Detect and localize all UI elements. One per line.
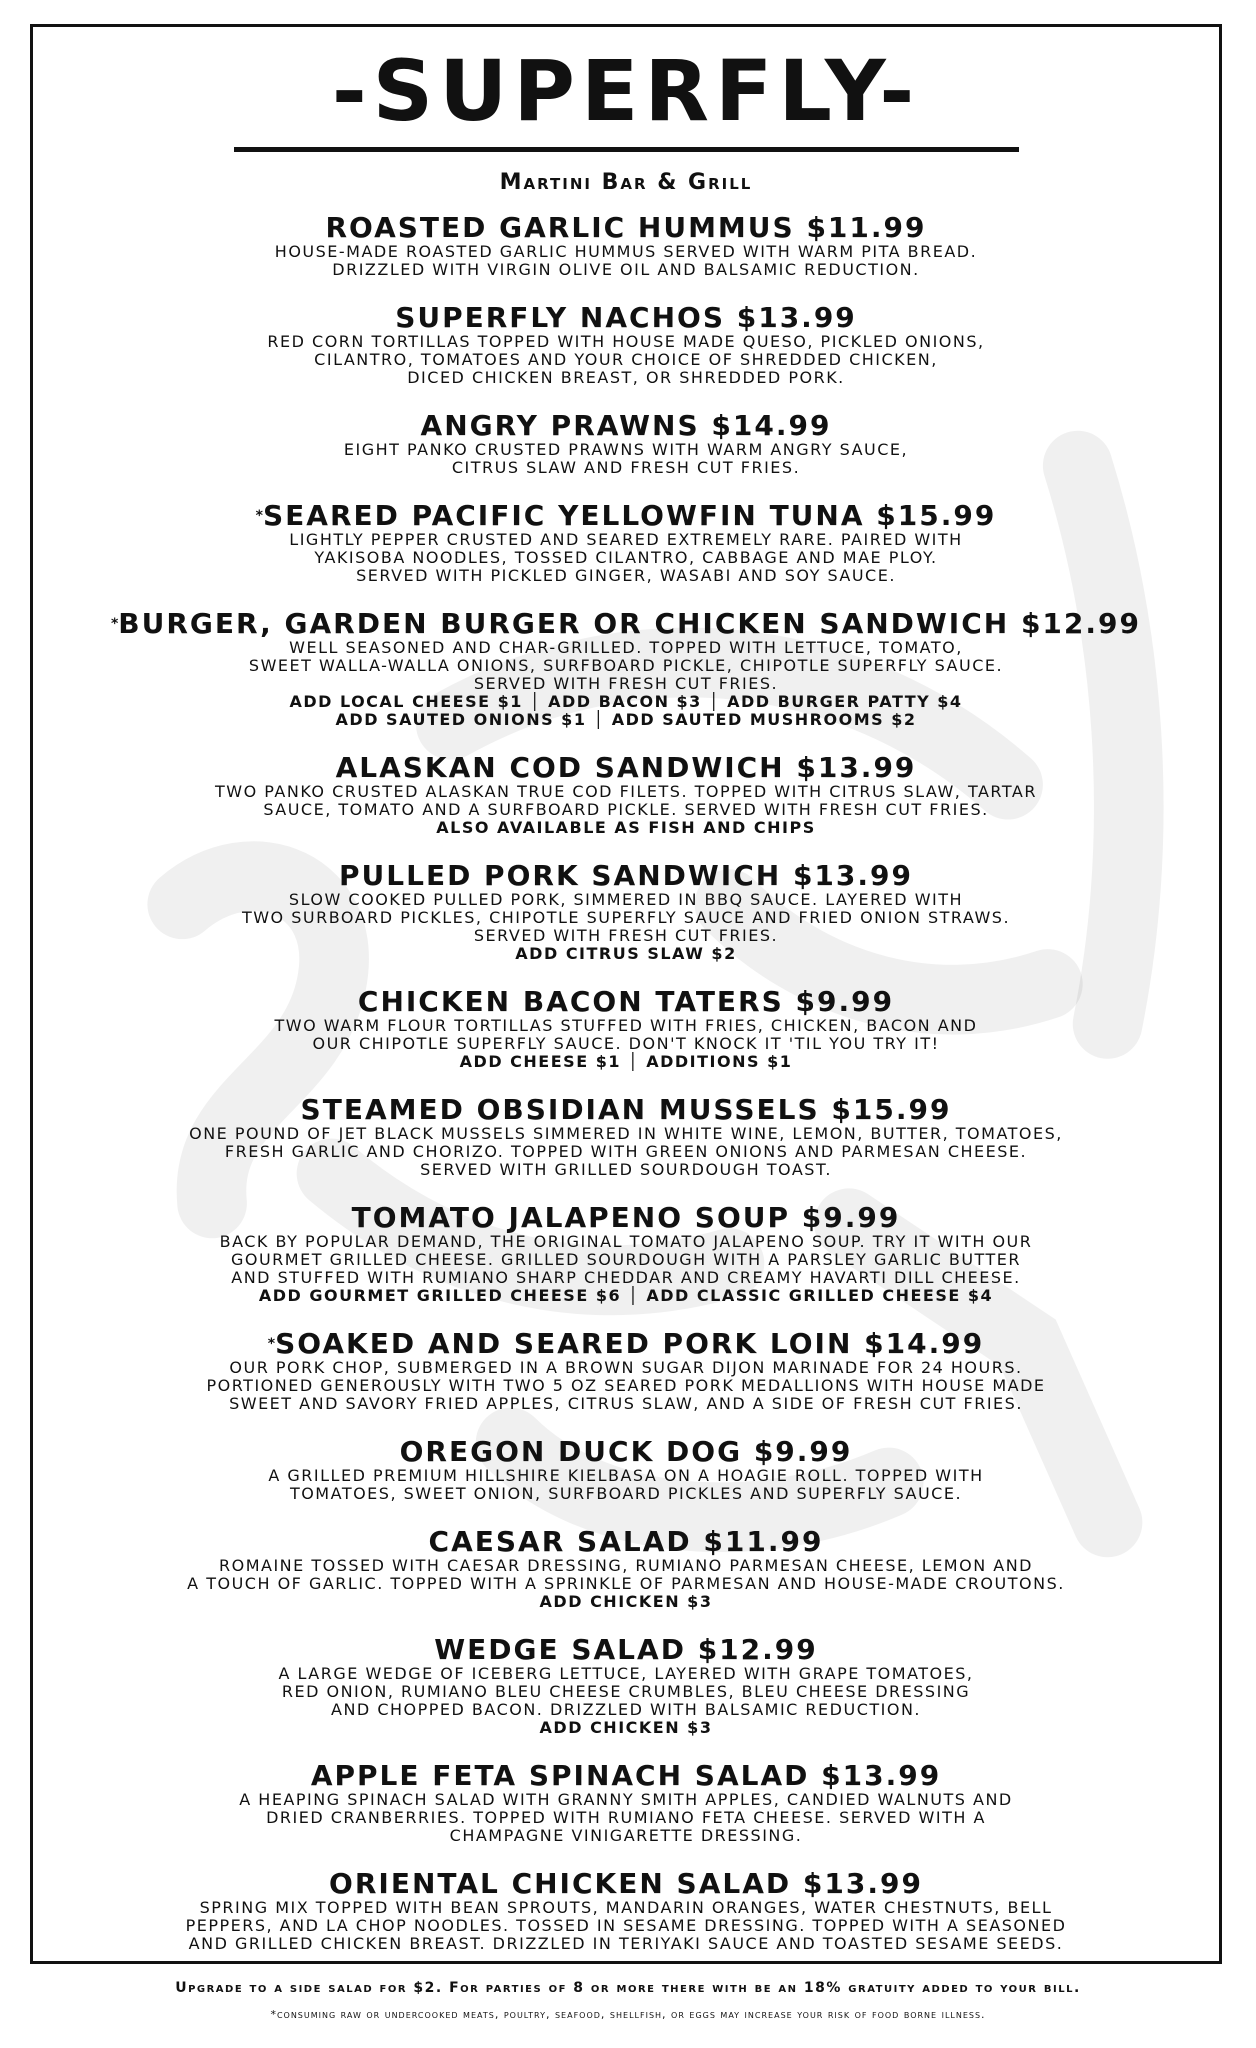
menu-item-name: ALASKAN COD SANDWICH [335,751,785,784]
menu-item-description: SWEET AND SAVORY FRIED APPLES, CITRUS SLAW, AND A SIDE OF FRESH CUT FRIES. [229,1394,1023,1413]
menu-item-name: SOAKED AND SEARED PORK LOIN [275,1327,853,1360]
menu-item-title [33,753,1219,783]
menu-item-description: CITRUS SLAW AND FRESH CUT FRIES. [451,458,801,477]
menu-item-description: EIGHT PANKO CRUSTED PRAWNS WITH WARM ANGRY SAUCE, [343,440,909,459]
title-underline [234,147,1019,152]
menu-item-title [33,1761,1219,1791]
menu-item-description: PORTIONED GENEROUSLY WITH TWO 5 OZ SEARED PORK MEDALLIONS WITH HOUSE MADE [206,1376,1046,1395]
menu-item-description: GOURMET GRILLED CHEESE. GRILLED SOURDOUGH WITH A PARSLEY GARLIC BUTTER [230,1250,1022,1269]
menu-item-addons: ADD SAUTED ONIONS $1 │ ADD SAUTED MUSHROOMS $2 [335,710,917,729]
menu-item-title [33,1329,1219,1359]
menu-item-description: A TOUCH OF GARLIC. TOPPED WITH A SPRINKLE OF PARMESAN AND HOUSE-MADE CROUTONS. [187,1574,1065,1593]
menu-item-description: CILANTRO, TOMATOES AND YOUR CHOICE OF SHREDDED CHICKEN, [314,350,938,369]
menu-item-description: HOUSE-MADE ROASTED GARLIC HUMMUS SERVED WITH WARM PITA BREAD. [274,242,978,261]
raw-food-asterisk: * [267,1336,276,1352]
menu-item-title [33,1635,1219,1665]
menu-frame [30,24,1222,1964]
menu-item-description: AND CHOPPED BACON. DRIZZLED WITH BALSAMIC REDUCTION. [331,1700,921,1719]
menu-item [33,1869,1219,1953]
menu-item-description: SAUCE, TOMATO AND A SURFBOARD PICKLE. SERVED WITH FRESH CUT FRIES. [263,800,989,819]
menu-item-name: CAESAR SALAD [428,1525,692,1558]
menu-item-title [33,1869,1219,1899]
menu-item-title [33,1203,1219,1233]
menu-item-description: TWO PANKO CRUSTED ALASKAN TRUE COD FILETS. TOPPED WITH CITRUS SLAW, TARTAR [215,782,1037,801]
menu-item-title [33,609,1219,639]
menu-item-addons: ALSO AVAILABLE AS FISH AND CHIPS [436,818,816,837]
menu-item-price: $9.99 [795,985,895,1018]
menu-item-price: $11.99 [703,1525,824,1558]
menu-item [33,1527,1219,1611]
food-safety-warning: *consuming raw or undercooked meats, poultry, seafood, shellfish, or eggs may increase your risk of food borne illness. [270,2008,986,2021]
menu-item-description: RED CORN TORTILLAS TOPPED WITH HOUSE MADE QUESO, PICKLED ONIONS, [267,332,985,351]
menu-item-price: $11.99 [806,211,927,244]
menu-item-addons: ADD CITRUS SLAW $2 [515,944,737,963]
menu-item-addons: ADD CHICKEN $3 [539,1718,713,1737]
menu-item-description: SERVED WITH GRILLED SOURDOUGH TOAST. [420,1160,832,1179]
menu-item-name: PULLED PORK SANDWICH [339,859,782,892]
menu-item [33,1761,1219,1845]
menu-item-title [33,861,1219,891]
menu-item-description: SLOW COOKED PULLED PORK, SIMMERED IN BBQ SAUCE. LAYERED WITH [288,890,964,909]
menu-item-name: STEAMED OBSIDIAN MUSSELS [300,1093,820,1126]
menu-item-addons: ADD CHICKEN $3 [539,1592,713,1611]
menu-item-price: $9.99 [801,1201,901,1234]
menu-item-price: $15.99 [876,499,997,532]
menu-item-price: $15.99 [831,1093,952,1126]
menu-item-description: DRIZZLED WITH VIRGIN OLIVE OIL AND BALSAMIC REDUCTION. [332,260,920,279]
menu-item-name: ROASTED GARLIC HUMMUS [325,211,795,244]
menu-item-description: YAKISOBA NOODLES, TOSSED CILANTRO, CABBAGE AND MAE PLOY. [314,548,938,567]
menu-item-description: FRESH GARLIC AND CHORIZO. TOPPED WITH GREEN ONIONS AND PARMESAN CHEESE. [224,1142,1028,1161]
menu-item-name: SUPERFLY NACHOS [395,301,725,334]
menu-item-price: $14.99 [711,409,832,442]
menu-item-description: DICED CHICKEN BREAST, OR SHREDDED PORK. [407,368,845,387]
menu-item-description: ONE POUND OF JET BLACK MUSSELS SIMMERED IN WHITE WINE, LEMON, BUTTER, TOMATOES, [189,1124,1063,1143]
menu-item [33,1635,1219,1737]
menu-item-price: $13.99 [802,1867,923,1900]
menu-item-name: WEDGE SALAD [434,1633,686,1666]
menu-item-price: $13.99 [792,859,913,892]
menu-item-title [33,1437,1219,1467]
menu-item-price: $13.99 [796,751,917,784]
menu-item [33,987,1219,1071]
menu-item-price: $9.99 [753,1435,853,1468]
menu-item-description: SERVED WITH FRESH CUT FRIES. [473,926,779,945]
menu-item-addons: ADD GOURMET GRILLED CHEESE $6 │ ADD CLASSIC GRILLED CHEESE $4 [258,1286,994,1305]
menu-item-name: TOMATO JALAPENO SOUP [351,1201,791,1234]
menu-item-description: CHAMPAGNE VINIGARETTE DRESSING. [449,1826,803,1845]
menu-item-name: ANGRY PRAWNS [420,409,700,442]
menu-item-name: APPLE FETA SPINACH SALAD [310,1759,810,1792]
menu-item-title [33,213,1219,243]
menu-item-description: RED ONION, RUMIANO BLEU CHEESE CRUMBLES, BLEU CHEESE DRESSING [281,1682,971,1701]
menu-item-title [33,501,1219,531]
menu-item-description: AND GRILLED CHICKEN BREAST. DRIZZLED IN TERIYAKI SAUCE AND TOASTED SESAME SEEDS. [188,1934,1064,1953]
raw-food-asterisk: * [255,508,263,524]
menu-item-description: DRIED CRANBERRIES. TOPPED WITH RUMIANO FETA CHEESE. SERVED WITH A [266,1808,986,1827]
menu-item [33,213,1219,279]
menu-item-price: $12.99 [697,1633,818,1666]
menu-item [33,861,1219,963]
menu-item-addons: ADD LOCAL CHEESE $1 │ ADD BACON $3 │ ADD BURGER PATTY $4 [289,692,963,711]
menu-item-name: CHICKEN BACON TATERS [357,985,784,1018]
menu-item-price: $12.99 [1020,607,1142,640]
menu-item-description: OUR CHIPOTLE SUPERFLY SAUCE. DON'T KNOCK IT 'TIL YOU TRY IT! [312,1034,940,1053]
menu-item-price: $13.99 [821,1759,942,1792]
menu-item [33,1329,1219,1413]
upgrade-note: Upgrade to a side salad for $2. For parties of 8 or more there with be an 18% gratuity added to your bill. [175,1980,1081,1996]
menu-item-description: A HEAPING SPINACH SALAD WITH GRANNY SMITH APPLES, CANDIED WALNUTS AND [239,1790,1013,1809]
menu-item-title [33,1095,1219,1125]
menu-item [33,1095,1219,1179]
restaurant-subtitle: Martini Bar & Grill [499,170,753,195]
menu-item-description: TWO WARM FLOUR TORTILLAS STUFFED WITH FRIES, CHICKEN, BACON AND [274,1016,978,1035]
menu-item-price: $13.99 [736,301,857,334]
menu-item-description: TWO SURBOARD PICKLES, CHIPOTLE SUPERFLY SAUCE AND FRIED ONION STRAWS. [241,908,1011,927]
menu-item-description: AND STUFFED WITH RUMIANO SHARP CHEDDAR AND CREAMY HAVARTI DILL CHEESE. [231,1268,1021,1287]
menu-item-title [33,303,1219,333]
menu-item-description: LIGHTLY PEPPER CRUSTED AND SEARED EXTREMELY RARE. PAIRED WITH [289,530,963,549]
menu-item-description: TOMATOES, SWEET ONION, SURFBOARD PICKLES AND SUPERFLY SAUCE. [289,1484,963,1503]
menu-item-name: BURGER, GARDEN BURGER OR CHICKEN SANDWICH [118,607,1010,640]
menu-item-price: $14.99 [864,1327,985,1360]
menu-item [33,609,1219,729]
menu-item [33,411,1219,477]
menu-item [33,753,1219,837]
menu-item-name: SEARED PACIFIC YELLOWFIN TUNA [263,499,865,532]
restaurant-name: -SUPERFLY- [331,42,921,140]
menu-item-name: ORIENTAL CHICKEN SALAD [329,1867,792,1900]
menu-item-description: A LARGE WEDGE OF ICEBERG LETTUCE, LAYERED WITH GRAPE TOMATOES, [278,1664,974,1683]
menu-item-description: PEPPERS, AND LA CHOP NOODLES. TOSSED IN SESAME DRESSING. TOPPED WITH A SEASONED [185,1916,1067,1935]
menu-item-description: SWEET WALLA-WALLA ONIONS, SURFBOARD PICKLE, CHIPOTLE SUPERFLY SAUCE. [248,656,1004,675]
menu-item-description: A GRILLED PREMIUM HILLSHIRE KIELBASA ON A HOAGIE ROLL. TOPPED WITH [268,1466,984,1485]
menu-item-title [33,411,1219,441]
raw-food-asterisk: * [110,616,119,632]
menu-item-title [33,1527,1219,1557]
menu-content [33,42,1219,1953]
menu-item-description: WELL SEASONED AND CHAR-GRILLED. TOPPED WITH LETTUCE, TOMATO, [289,638,963,657]
menu-item [33,1437,1219,1503]
menu-item-title [33,987,1219,1017]
menu-item-addons: ADD CHEESE $1 │ ADDITIONS $1 [459,1052,793,1071]
menu-item-description: SPRING MIX TOPPED WITH BEAN SPROUTS, MANDARIN ORANGES, WATER CHESTNUTS, BELL [199,1898,1053,1917]
menu-item [33,1203,1219,1305]
menu-item-description: SERVED WITH PICKLED GINGER, WASABI AND SOY SAUCE. [356,566,896,585]
menu-item-description: ROMAINE TOSSED WITH CAESAR DRESSING, RUMIANO PARMESAN CHEESE, LEMON AND [219,1556,1033,1575]
menu-item [33,303,1219,387]
menu-item-description: BACK BY POPULAR DEMAND, THE ORIGINAL TOMATO JALAPENO SOUP. TRY IT WITH OUR [219,1232,1033,1251]
menu-item-name: OREGON DUCK DOG [399,1435,743,1468]
menu-item-description: SERVED WITH FRESH CUT FRIES. [473,674,779,693]
menu-item-description: OUR PORK CHOP, SUBMERGED IN A BROWN SUGAR DIJON MARINADE FOR 24 HOURS. [229,1358,1023,1377]
menu-item [33,501,1219,585]
menu-list [33,213,1219,1953]
